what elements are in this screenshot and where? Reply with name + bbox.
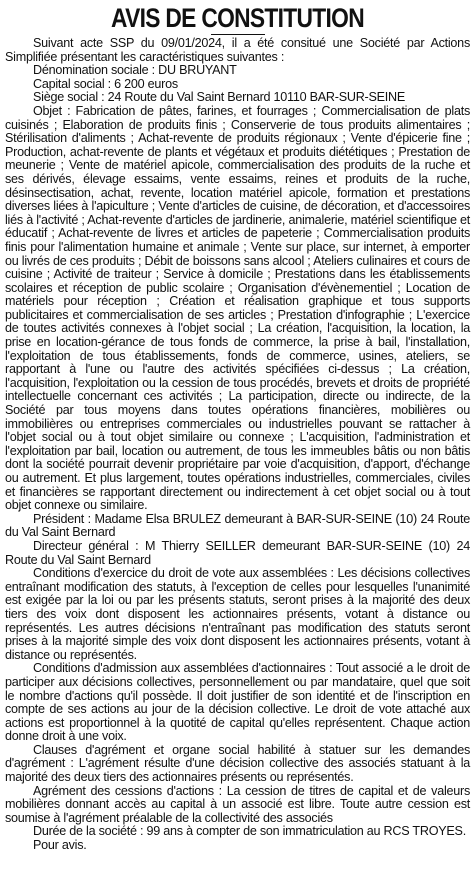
admission-conditions: Conditions d'admission aux assemblées d'actionnaires : Tout associé a le droit de participer aux décisions collectives, personnellement ou par mandataire, quel que soit le nombre d'actions qu'il possède. Il doit justifier de son identité et de l'inscription en compte de ses actions au jour de la décision collective. Le droit de vote attaché aux actions est proportionnel à la quotité de capital qu'elles représentent. Chaque action donne droit à une voix. [5, 661, 470, 744]
share-transfer-approval: Agrément des cessions d'actions : La cession de titres de capital et de valeurs mobilières donnant accès au capital à un associé est libre. Toute autre cession est soumise à l'agrément préalable de la collectivité des associés [5, 783, 470, 825]
notice-title: AVIS DE CONSTITUTION [110, 3, 364, 33]
share-capital: Capital social : 6 200 euros [33, 76, 178, 91]
voting-conditions: Conditions d'exercice du droit de vote aux assemblées : Les décisions collectives entraînant modification des statuts, à l'exception de celles pour lesquelles l'unanimité est exigée par la loi ou par les présents statuts, seront prises à la majorité des deux tiers des voix dont disposent les actionnaires présents, votant à distance ou représentés. Les autres décisions n'entraînant pas modification des statuts seront prises à la majorité simple des voix dont disposent les actionnaires présents, votant à distance ou représentés. [5, 566, 470, 662]
approval-clauses: Clauses d'agrément et organe social habilité à statuer sur les demandes d'agrément : L'agrément résulte d'une décision collective des associés statuant à la majorité des deux tiers des actionnaires présents ou représentés. [5, 742, 470, 785]
corporate-purpose: Objet : Fabrication de pâtes, farines, et fourrages ; Commercialisation de plats cuisinés ; Elaboration de produits finis ; Conserverie de tous produits alimentaires ; Stérilisation d'aliments ; Achat-revente de produits régionaux ; Vente d'épicerie fine ; Production, achat-revente de plants et végétaux et produits diététiques ; Prestation de meunerie ; Vente de matériel apicole, commercialisation des produits de la ruche et ses dérivés, élevage essaims, vente essaims, reines et produits de la ruche, désinsectisation, achat, revente, location matériel apicole, formation et prestations diverses liées à l'apiculture ; Vente d'articles de cuisine, de décoration, et d'accessoires liés à l'activité ; Achat-revente d'articles de jardinerie, animalerie, matériel scientifique et éducatif ; Achat-revente de livres et articles de papeterie ; Commercialisation produits finis pour l'alimentation humaine et animale ; Vente sur place, sur internet, à emporter ou livrés de ces produits ; Débit de boissons sans alcool ; Ateliers culinaires et cours de cuisine ; Activité de traiteur ; Service à domicile ; Prestations dans les établissements scolaires et réception de public scolaire ; Organisation d'évènementiel ; Location de matériels pour réception ; Création et réalisation graphique et tous supports publicitaires et commercialisation de ses articles ; Prestation d'infographie ; L'exercice de toutes activités connexes à l'objet social ; La création, l'acquisition, la location, la prise en location-gérance de tous fonds de commerce, la prise à bail, l'installation, l'exploitation de tous établissements, fonds de commerce, usines, ateliers, se rapportant à l'une ou l'autre des activités spécifiées ci-dessus ; La création, l'acquisition, l'exploitation ou la cession de tous procédés, brevets et droits de propriété intellectuelle concernant ces activités ; La participation, directe ou indirecte, de la Société par tous moyens dans toutes opérations financières, mobilières ou immobilières ou entreprises commerciales ou industrielles pouvant se rattacher à l'objet social ou à tout objet similaire ou connexe ; L'acquisition, l'administration et l'exploitation par bail, location ou autrement, de tous les immeubles bâtis ou non bâtis dont la société pourrait devenir propriétaire par voie d'acquisition, d'apport, d'échange ou autrement. Et plus largement, toutes opérations industrielles, commerciales, civiles et financières se rapportant directement ou indirectement à cet objet social ou à tout objet connexe ou similaire. [5, 103, 470, 513]
notice-body [5, 37, 470, 853]
closing-line: Pour avis. [33, 838, 87, 853]
title-underline [211, 34, 265, 35]
registered-office: Siège social : 24 Route du Val Saint Bernard 10110 BAR-SUR-SEINE [33, 90, 406, 105]
president: Président : Madame Elsa BRULEZ demeurant à BAR-SUR-SEINE (10) 24 Route du Val Saint Bernard [5, 511, 470, 540]
managing-director: Directeur général : M Thierry SEILLER demeurant BAR-SUR-SEINE (10) 24 Route du Val Saint Bernard [5, 538, 470, 567]
company-name: Dénomination sociale : DU BRUYANT [33, 63, 237, 78]
company-duration: Durée de la société : 99 ans à compter de son immatriculation au RCS TROYES. [33, 824, 466, 839]
intro-paragraph: Suivant acte SSP du 09/01/2024, il a été consitué une Société par Actions Simplifiée présentant les caractéristiques suivantes : [5, 36, 470, 64]
